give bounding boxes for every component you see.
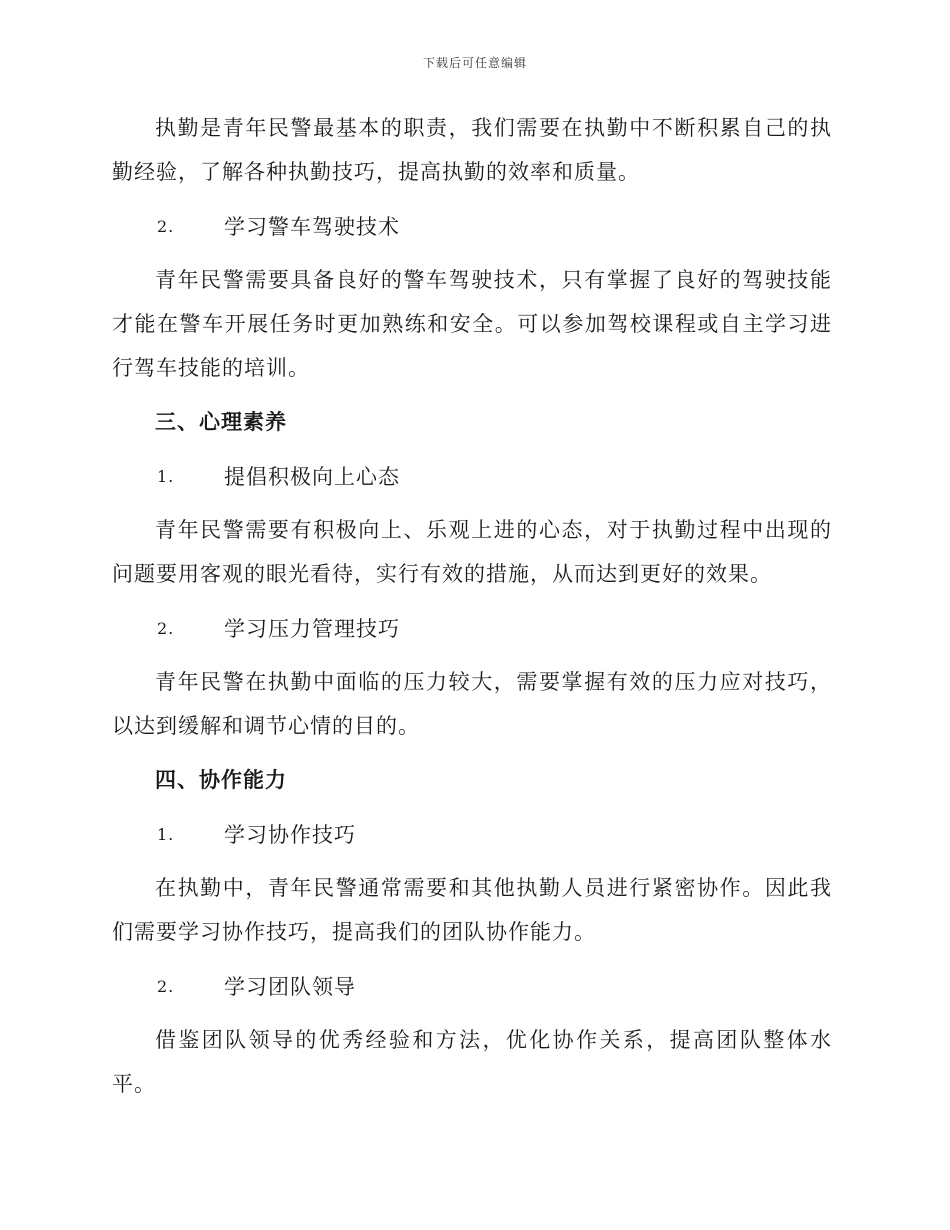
list-number: 2. (157, 976, 175, 996)
list-item-cooperation-skills (112, 812, 832, 856)
list-item-label: 提倡积极向上心态 (224, 465, 400, 489)
paragraph-stress-management: 青年民警在执勤中面临的压力较大，需要掌握有效的压力应对技巧，以达到缓解和调节心情的目的。 (112, 670, 832, 738)
list-number: 2. (157, 216, 175, 236)
list-number: 1. (157, 466, 175, 486)
page-header: 下载后可任意编辑 (422, 56, 527, 70)
list-item-label: 学习团队领导 (224, 975, 356, 999)
list-item-positive-mindset (112, 454, 832, 498)
document-body (112, 106, 832, 1116)
paragraph-positive-mindset: 青年民警需要有积极向上、乐观上进的心态，对于执勤过程中出现的问题要用客观的眼光看待，实行有效的措施，从而达到更好的效果。 (112, 518, 832, 586)
list-item-stress-management (112, 606, 832, 650)
section-heading-psychology: 三、心理素养 (155, 409, 287, 434)
paragraph-cooperation-skills: 在执勤中，青年民警通常需要和其他执勤人员进行紧密协作。因此我们需要学习协作技巧，提高我们的团队协作能力。 (112, 876, 832, 944)
section-heading-cooperation: 四、协作能力 (155, 767, 287, 792)
list-item-label: 学习协作技巧 (224, 823, 356, 847)
list-item-team-leadership (112, 964, 832, 1008)
list-number: 2. (157, 618, 175, 638)
list-item-driving (112, 204, 832, 248)
list-number: 1. (157, 824, 175, 844)
list-item-label: 学习警车驾驶技术 (224, 215, 400, 239)
list-item-label: 学习压力管理技巧 (224, 617, 400, 641)
paragraph-duty: 执勤是青年民警最基本的职责，我们需要在执勤中不断积累自己的执勤经验，了解各种执勤技巧，提高执勤的效率和质量。 (112, 116, 832, 184)
paragraph-driving: 青年民警需要具备良好的警车驾驶技术，只有掌握了良好的驾驶技能才能在警车开展任务时更加熟练和安全。可以参加驾校课程或自主学习进行驾车技能的培训。 (112, 268, 832, 380)
paragraph-team-leadership: 借鉴团队领导的优秀经验和方法，优化协作关系，提高团队整体水平。 (112, 1028, 832, 1096)
